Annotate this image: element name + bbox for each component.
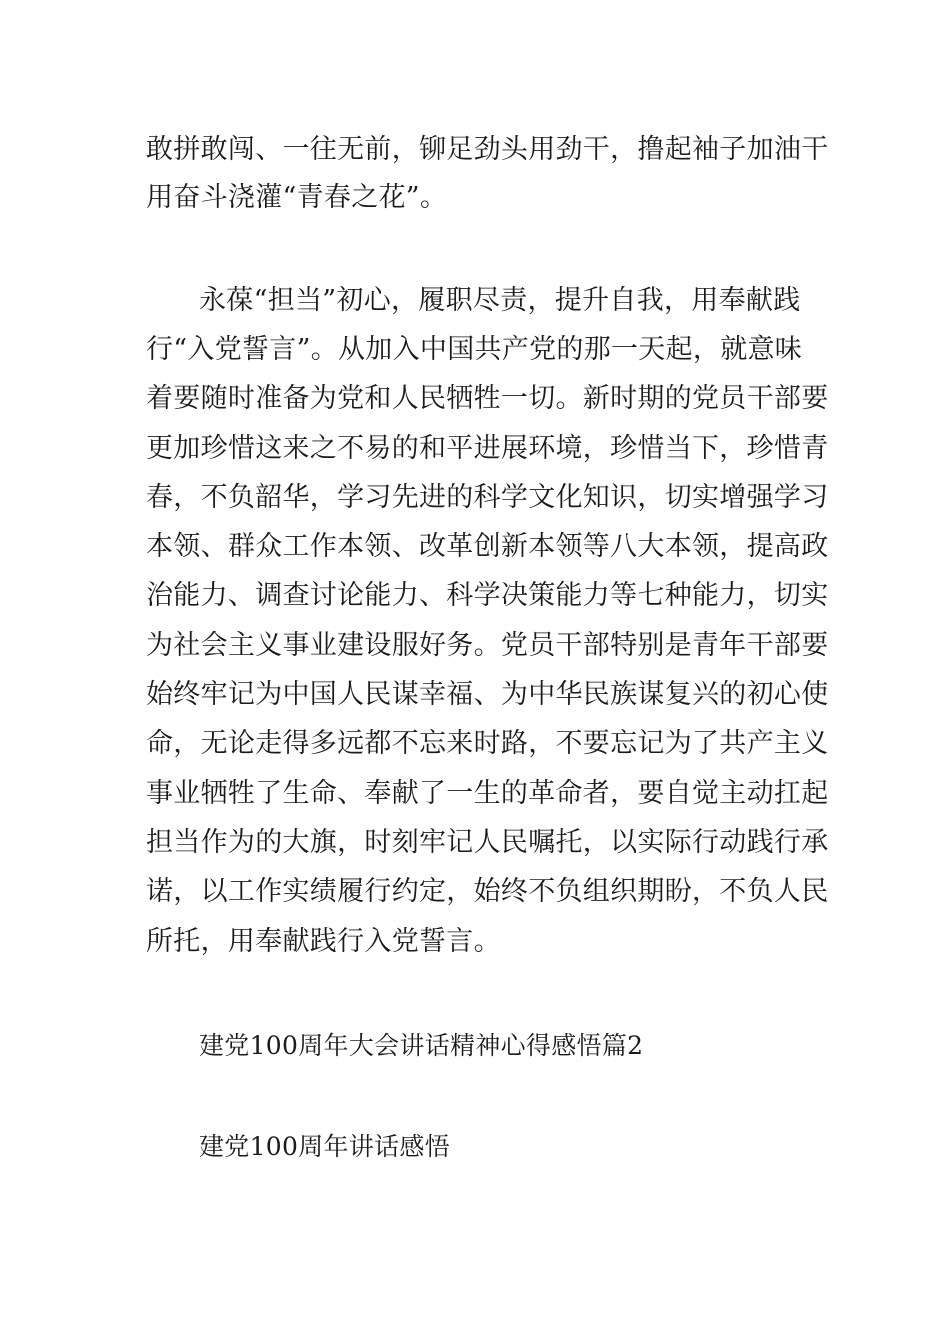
paragraph-2-line-9: 始终牢记为中国人民谋幸福、为中华民族谋复兴的初心使 <box>146 679 829 710</box>
paragraph-2-line-14: 所托，用奉献践行入党誓言。 <box>146 926 501 957</box>
paragraph-2-line-10: 命，无论走得多远都不忘来时路，不要忘记为了共产主义 <box>146 728 829 759</box>
paragraph-2-line-3: 着要随时准备为党和人民牺牲一切。新时期的党员干部要 <box>146 383 829 414</box>
paragraph-1-line-1: 敢拼敢闯、一往无前，铆足劲头用劲干，撸起袖子加油干 <box>146 134 829 165</box>
paragraph-2-line-11: 事业牺牲了生命、奉献了一生的革命者，要自觉主动扛起 <box>146 778 829 809</box>
paragraph-2-line-12: 担当作为的大旗，时刻牢记人民嘱托，以实际行动践行承 <box>146 827 829 858</box>
paragraph-1-line-2: 用奋斗浇灌“青春之花”。 <box>146 182 448 213</box>
paragraph-2-line-8: 为社会主义事业建设服好务。党员干部特别是青年干部要 <box>146 630 829 661</box>
paragraph-2-line-5: 春，不负韶华，学习先进的科学文化知识，切实增强学习 <box>146 482 829 513</box>
section-heading-2: 建党100周年讲话感悟 <box>199 1132 451 1161</box>
paragraph-2-line-4: 更加珍惜这来之不易的和平进展环境，珍惜当下，珍惜青 <box>146 433 829 464</box>
paragraph-2-line-2: 行“入党誓言”。从加入中国共产党的那一天起，就意味 <box>146 334 803 365</box>
paragraph-2-line-7: 治能力、调查讨论能力、科学决策能力等七种能力，切实 <box>146 580 829 611</box>
paragraph-2-line-6: 本领、群众工作本领、改革创新本领等八大本领，提高政 <box>146 531 829 562</box>
paragraph-2-line-1: 永葆“担当”初心，履职尽责，提升自我，用奉献践 <box>199 285 801 316</box>
paragraph-2-line-13: 诺，以工作实绩履行约定，始终不负组织期盼，不负人民 <box>146 876 829 907</box>
section-heading-1: 建党100周年大会讲话精神心得感悟篇2 <box>199 1031 644 1060</box>
